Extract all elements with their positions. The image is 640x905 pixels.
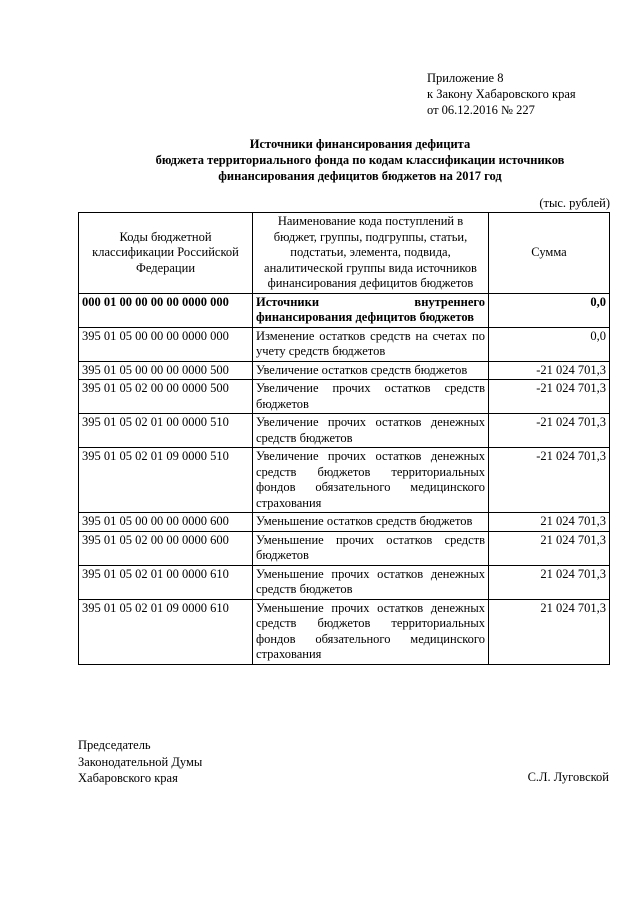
row-name: Источники внутреннего финансирования дефицитов бюджетов — [253, 293, 489, 327]
table-header-row — [79, 213, 610, 294]
row-sum: 0,0 — [489, 293, 610, 327]
row-code: 395 01 05 02 01 00 0000 610 — [79, 565, 253, 599]
row-sum: 21 024 701,3 — [489, 565, 610, 599]
table-row — [79, 448, 610, 513]
table-row — [79, 361, 610, 380]
signature-line-3: Хабаровского края — [78, 771, 178, 785]
document-title — [80, 136, 640, 184]
row-code: 000 01 00 00 00 00 0000 000 — [79, 293, 253, 327]
appendix-note — [427, 70, 576, 118]
row-sum: 21 024 701,3 — [489, 513, 610, 532]
row-code: 395 01 05 00 00 00 0000 500 — [79, 361, 253, 380]
appendix-line-3: от 06.12.2016 № 227 — [427, 103, 535, 117]
table-row — [79, 531, 610, 565]
header-sum: Сумма — [489, 213, 610, 294]
row-sum: -21 024 701,3 — [489, 380, 610, 414]
row-name: Изменение остатков средств на счетах по учету средств бюджетов — [253, 327, 489, 361]
row-code: 395 01 05 02 00 00 0000 600 — [79, 531, 253, 565]
row-sum: 21 024 701,3 — [489, 599, 610, 664]
row-name: Уменьшение прочих остатков денежных средств бюджетов — [253, 565, 489, 599]
budget-sources-table — [78, 212, 610, 665]
row-name: Увеличение прочих остатков средств бюджетов — [253, 380, 489, 414]
table-row — [79, 293, 610, 327]
row-sum: -21 024 701,3 — [489, 448, 610, 513]
row-sum: -21 024 701,3 — [489, 414, 610, 448]
row-sum: 21 024 701,3 — [489, 531, 610, 565]
row-code: 395 01 05 02 00 00 0000 500 — [79, 380, 253, 414]
appendix-line-1: Приложение 8 — [427, 71, 504, 85]
signature-line-2: Законодательной Думы — [78, 754, 203, 769]
table-row — [79, 380, 610, 414]
table-row — [79, 565, 610, 599]
table-row — [79, 513, 610, 532]
signature-block — [78, 737, 202, 787]
row-code: 395 01 05 02 01 09 0000 610 — [79, 599, 253, 664]
table-row — [79, 599, 610, 664]
header-codes: Коды бюджетной классификации Российской Федерации — [79, 213, 253, 294]
row-name: Уменьшение остатков средств бюджетов — [253, 513, 489, 532]
title-line-3: финансирования дефицитов бюджетов на 2017 год — [218, 169, 502, 183]
row-name: Увеличение прочих остатков денежных средств бюджетов территориальных фондов обязательного медицинского страхования — [253, 448, 489, 513]
title-line-1: Источники финансирования дефицита — [249, 137, 471, 151]
units-note: (тыс. рублей) — [539, 196, 610, 210]
row-code: 395 01 05 02 01 00 0000 510 — [79, 414, 253, 448]
table-row — [79, 327, 610, 361]
signer-name: С.Л. Луговской — [527, 770, 609, 784]
row-name: Уменьшение прочих остатков денежных средств бюджетов территориальных фондов обязательного медицинского страхования — [253, 599, 489, 664]
row-name: Увеличение остатков средств бюджетов — [253, 361, 489, 380]
row-sum: 0,0 — [489, 327, 610, 361]
row-sum: -21 024 701,3 — [489, 361, 610, 380]
signature-line-1: Председатель — [78, 738, 151, 752]
row-code: 395 01 05 00 00 00 0000 000 — [79, 327, 253, 361]
title-line-2: бюджета территориального фонда по кодам классификации источников — [155, 153, 565, 167]
row-name: Увеличение прочих остатков денежных средств бюджетов — [253, 414, 489, 448]
row-code: 395 01 05 02 01 09 0000 510 — [79, 448, 253, 513]
row-code: 395 01 05 00 00 00 0000 600 — [79, 513, 253, 532]
row-name: Уменьшение прочих остатков средств бюджетов — [253, 531, 489, 565]
header-name: Наименование кода поступлений в бюджет, группы, подгруппы, статьи, подстатьи, элемента, подвида, аналитической группы вида источников финансирования дефицитов бюджетов — [253, 213, 489, 294]
table-row — [79, 414, 610, 448]
appendix-line-2: к Закону Хабаровского края — [427, 87, 576, 101]
